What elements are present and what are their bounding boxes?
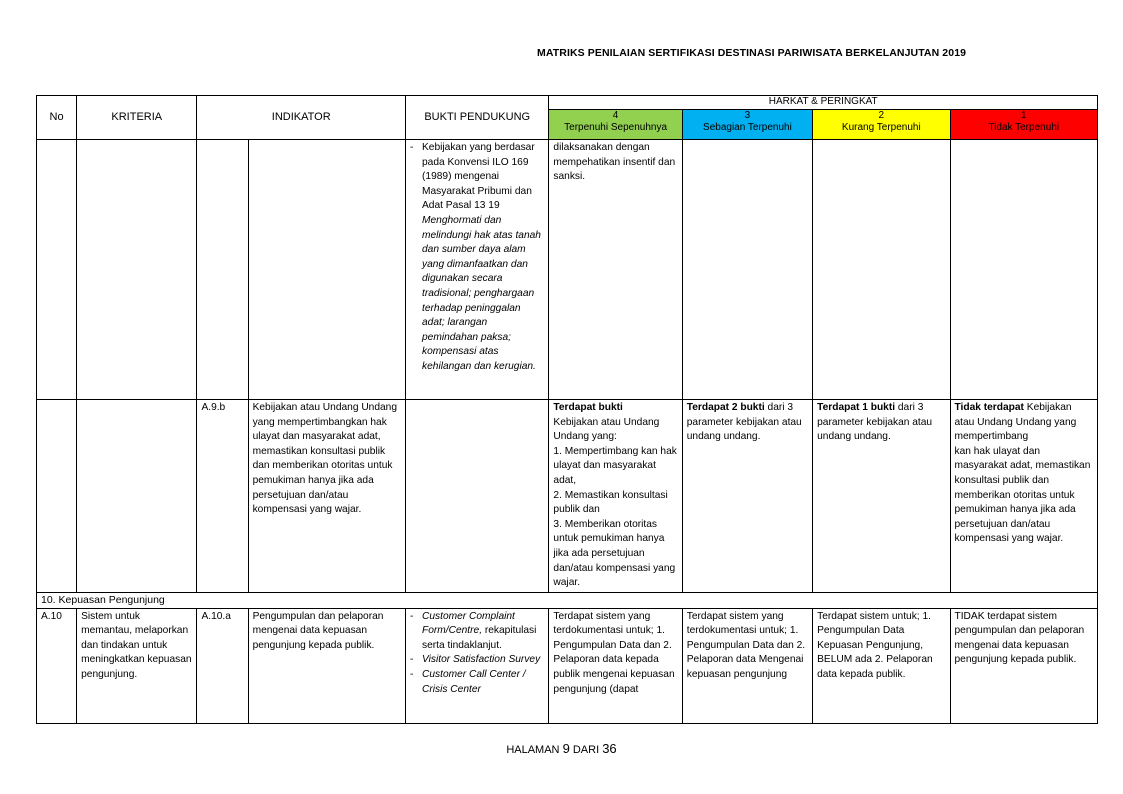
header-indikator: INDIKATOR — [197, 96, 406, 140]
level-1-header — [950, 110, 1098, 140]
level-4-text: Kebijakan atau Undang Undang yang: — [553, 416, 660, 443]
cell-kriteria — [77, 140, 197, 400]
document-title: MATRIKS PENILAIAN SERTIFIKASI DESTINASI PARIWISATA BERKELANJUTAN 2019 — [537, 47, 967, 59]
level-4-bold: Terdapat bukti — [553, 402, 623, 413]
header-no: No — [37, 96, 77, 140]
footer-prefix: HALAMAN — [506, 744, 563, 756]
level-3-header — [682, 110, 812, 140]
footer-mid: DARI — [569, 744, 603, 756]
cell-bukti — [406, 608, 549, 723]
table-row — [37, 400, 1098, 593]
level-1-bold: Tidak terdapat — [954, 402, 1024, 413]
cell-kriteria: Sistem untuk memantau, melaporkan dan tindakan untuk meningkatkan kepuasan pengunjung. — [77, 608, 197, 723]
level-4-item: 1. Mempertimbang kan hak ulayat dan masyarakat adat, — [553, 445, 677, 486]
cell-level-4 — [549, 400, 682, 593]
bullet-marker: - — [410, 142, 414, 153]
cell-level-3: Terdapat sistem yang terdokumentasi untuk; 1. Pengumpulan Data dan 2. Pelaporan data Mengenai kepuasan pengunjung — [682, 608, 812, 723]
header-row — [37, 96, 1098, 110]
section-row — [37, 593, 1098, 609]
cell-bukti — [406, 140, 549, 400]
level-label: Sebagian Terpenuhi — [703, 122, 792, 133]
cell-indikator: Pengumpulan dan pelaporan mengenai data kepuasan pengunjung kepada publik. — [248, 608, 405, 723]
bukti-italic-text: Visitor Satisfaction Survey — [422, 654, 541, 666]
header-kriteria: KRITERIA — [77, 96, 197, 140]
cell-level-3 — [682, 400, 812, 593]
footer-total-pages: 36 — [602, 741, 617, 756]
cell-no: A.10 — [37, 608, 77, 723]
cell-code — [197, 140, 248, 400]
cell-level-2: Terdapat sistem untuk; 1. Pengumpulan Data Kepuasan Pengunjung, BELUM ada 2. Pelaporan data kepada publik. — [813, 608, 950, 723]
cell-level-4: dilaksanakan dengan mempehatikan insentif dan sanksi. — [549, 140, 682, 400]
cell-no — [37, 140, 77, 400]
cell-level-1 — [950, 400, 1098, 593]
level-1-text-cont: kan hak ulayat dan masyarakat adat, memastikan konsultasi publik dan memberikan otoritas untuk pemukiman hanya jika ada persetujuan dan/atau kompensasi yang wajar. — [954, 445, 1091, 545]
header-bukti-pendukung: BUKTI PENDUKUNG — [406, 96, 549, 140]
cell-level-2 — [813, 140, 950, 400]
table-row — [37, 140, 1098, 400]
page-footer — [0, 741, 1123, 756]
cell-bukti — [406, 400, 549, 593]
level-3-text: dari 3 parameter kebijakan atau undang undang. — [686, 402, 802, 443]
level-label: Terpenuhi Sepenuhnya — [564, 122, 668, 133]
level-3-bold: Terdapat 2 bukti — [686, 402, 765, 413]
bukti-list-item: - Customer Call Center / Crisis Center — [410, 668, 544, 697]
bukti-list — [410, 610, 544, 698]
cell-level-2 — [813, 400, 950, 593]
cell-indikator — [248, 140, 405, 400]
cell-no — [37, 400, 77, 593]
bukti-list-item: - Customer Complaint Form/Centre, rekapitulasi serta tindaklanjut. — [410, 610, 537, 651]
footer-page-number: 9 — [562, 741, 570, 756]
cell-level-4: Terdapat sistem yang terdokumentasi untuk; 1. Pengumpulan Data dan 2. Pelaporan data kepada publik mengenai kepuasan pengunjung (dapat — [549, 608, 682, 723]
cell-code: A.9.b — [197, 400, 248, 593]
level-4-header — [549, 110, 682, 140]
level-label: Kurang Terpenuhi — [841, 122, 921, 133]
cell-level-1: TIDAK terdapat sistem pengumpulan dan pelaporan mengenai data kepuasan pengunjung kepada publik. — [950, 608, 1098, 723]
header-harkat-peringkat: HARKAT & PERINGKAT — [549, 96, 1098, 110]
cell-indikator: Kebijakan atau Undang Undang yang mempertimbangkan hak ulayat dan masyarakat adat, memastikan konsultasi publik dan memberikan otoritas untuk pemukiman hanya jika ada persetujuan dan/atau kompensasi yang wajar. — [248, 400, 405, 593]
cell-kriteria — [77, 400, 197, 593]
level-number: 2 — [878, 110, 885, 121]
level-4-item: 2. Memastikan konsultasi publik dan — [553, 489, 668, 516]
level-2-text: dari 3 parameter kebijakan atau undang undang. — [817, 402, 933, 443]
level-number: 4 — [612, 110, 619, 121]
cell-level-1 — [950, 140, 1098, 400]
level-label: Tidak Terpenuhi — [988, 122, 1060, 133]
bukti-bullet-item — [410, 141, 544, 375]
level-2-header — [813, 110, 950, 140]
level-1-text: Kebijakan atau Undang Undang yang mempertimbang — [954, 402, 1077, 443]
section-title: 10. Kepuasan Pengunjung — [37, 593, 1098, 609]
cell-code: A.10.a — [197, 608, 248, 723]
level-4-item: 3. Memberikan otoritas untuk pemukiman hanya jika ada persetujuan dan/atau kompensasi yang wajar. — [553, 518, 676, 589]
level-number: 3 — [744, 110, 751, 121]
assessment-matrix-table — [36, 95, 1098, 724]
bukti-italic-text: Menghormati dan melindungi hak atas tanah dan sumber daya alam yang dimanfaatkan dan digunakan secara tradisional; penghargaan terhadap peninggalan adat; larangan pemindahan paksa; kompensasi atas kehilangan dan kerugian. — [422, 214, 541, 372]
bukti-list-item: - Visitor Satisfaction Survey — [410, 653, 544, 668]
bukti-italic-text: Customer Call Center / Crisis Center — [422, 668, 526, 695]
cell-level-3 — [682, 140, 812, 400]
level-2-bold: Terdapat 1 bukti — [817, 402, 896, 413]
bukti-text: rekapitulasi serta tindaklanjut. — [422, 625, 537, 651]
bukti-text: Kebijakan yang berdasar pada Konvensi ILO 169 (1989) mengenai Masyarakat Pribumi dan Adat Pasal 13 19 — [422, 142, 535, 212]
table-row — [37, 608, 1098, 723]
bukti-italic-text: Customer Complaint Form/Centre, — [422, 610, 515, 637]
level-number: 1 — [1020, 110, 1027, 121]
